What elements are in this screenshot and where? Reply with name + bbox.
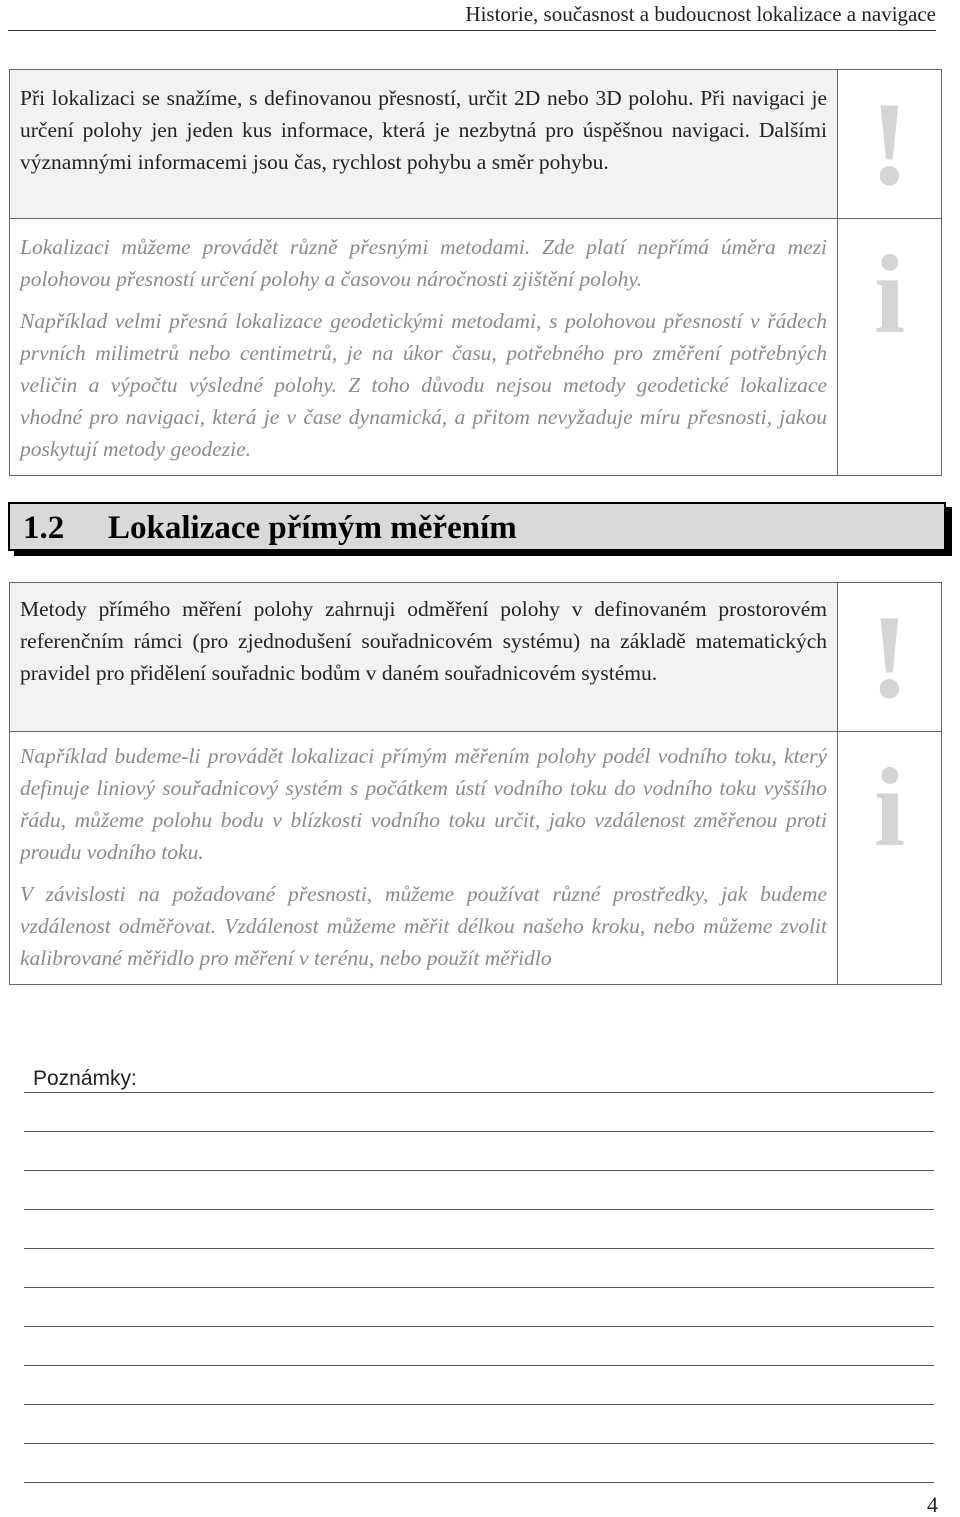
notes-line (24, 1404, 934, 1405)
key-icon-cell (838, 70, 942, 219)
key-info-cell (10, 583, 838, 732)
key-icon-cell (838, 583, 942, 732)
info-icon: i (873, 233, 906, 357)
section-title: Lokalizace přímým měřením (108, 510, 517, 546)
header-rule (8, 30, 936, 31)
notes-line (24, 1170, 934, 1171)
exclamation-icon: ! (869, 77, 910, 210)
exclamation-icon: ! (869, 590, 910, 723)
info-icon: i (873, 746, 906, 870)
notes-line (24, 1131, 934, 1132)
notes-line (24, 1365, 934, 1366)
running-header: Historie, současnost a budoucnost lokalizace a navigace (465, 2, 936, 26)
notes-line (24, 1209, 934, 1210)
section-number: 1.2 (23, 510, 65, 546)
info-paragraph-1: Například budeme-li provádět lokalizaci přímým měřením polohy podél vodního toku, který definuje liniový souřadnicový systém s počátkem ústí vodního toku do vodního toku vyššího řádu, můžeme polohu bodu v blízkosti vodního toku určit, jako vzdálenost změřenou proti proudu vodního toku. (20, 744, 827, 864)
section-heading (8, 502, 946, 551)
info-cell (10, 732, 838, 985)
info-paragraph-2: Například velmi přesná lokalizace geodetickými metodami, s polohovou přesností v řádech prvních milimetrů nebo centimetrů, je na úkor času, potřebného pro změření potřebných veličin a výpočtu výsledné polohy. Z toho důvodu nejsou metody geodetické lokalizace vhodné pro navigaci, která je v čase dynamická, a přitom nevyžaduje míru přesnosti, jakou poskytují metody geodezie. (20, 309, 827, 461)
notes-line (24, 1092, 934, 1093)
info-icon-cell (838, 732, 942, 985)
info-paragraph-2: V závislosti na požadované přesnosti, můžeme používat různé prostředky, jak budeme vzdálenost odměřovat. Vzdálenost můžeme měřit délkou našeho kroku, nebo můžeme zvolit kalibrované měřidlo pro měření v terénu, nebo použít měřidlo (20, 882, 827, 970)
key-info-cell (10, 70, 838, 219)
info-cell (10, 219, 838, 476)
notes-line (24, 1248, 934, 1249)
notes-line (24, 1443, 934, 1444)
page-number: 4 (927, 1492, 938, 1517)
content-block-1 (9, 69, 942, 476)
notes-line (24, 1287, 934, 1288)
key-info-text: Metody přímého měření polohy zahrnuji odměření polohy v definovaném prostorovém referenčním rámci (pro zjednodušení souřadnicovém systému) na základě matematických pravidel pro přidělení souřadnic bodům v daném souřadnicovém systému. (20, 597, 827, 685)
notes-line (24, 1326, 934, 1327)
content-block-2 (9, 582, 942, 985)
key-info-text: Při lokalizaci se snažíme, s definovanou přesností, určit 2D nebo 3D polohu. Při navigaci je určení polohy jen jeden kus informace, která je nezbytná pro úspěšnou navigaci. Dalšími významnými informacemi jsou čas, rychlost pohybu a směr pohybu. (20, 86, 827, 174)
info-paragraph-1: Lokalizaci můžeme provádět různě přesnými metodami. Zde platí nepřímá úměra mezi polohovou přesností určení polohy a časovou náročnosti zjištění polohy. (20, 235, 827, 291)
info-icon-cell (838, 219, 942, 476)
notes-line (24, 1482, 934, 1483)
notes-label: Poznámky: (33, 1067, 137, 1090)
